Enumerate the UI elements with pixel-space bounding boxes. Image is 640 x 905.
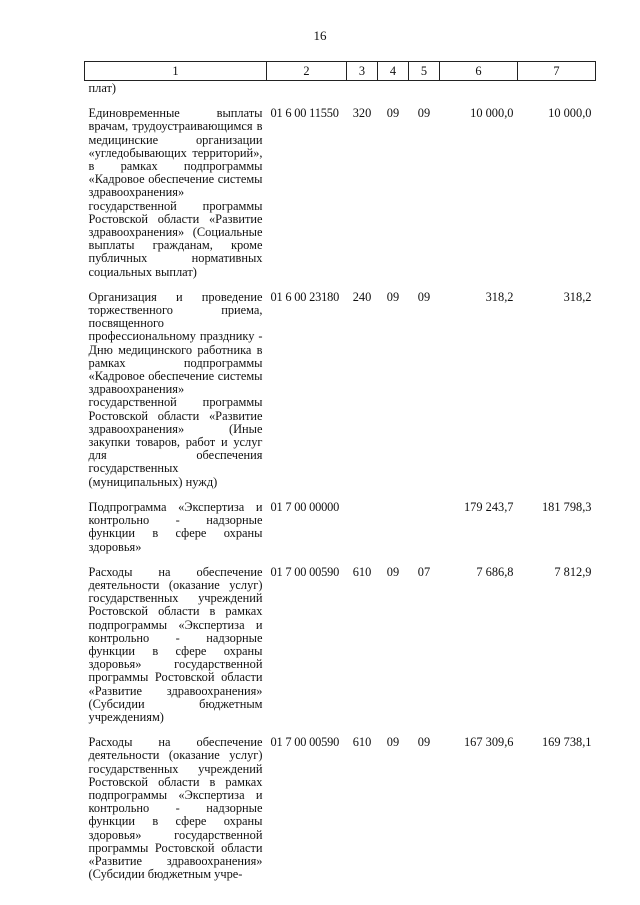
row-vr: 240: [352, 289, 372, 304]
row-code: 01 7 00 00590: [270, 735, 340, 750]
column-header: 2: [267, 62, 347, 81]
row-sum-2: 169 738,1: [541, 735, 592, 750]
row-name: Расходы на обеспечение деятельности (оказание услуг) государственных учреждений Ростовской области в рамках подпрограммы «Экспертиза и контрольно - надзорные функции в сфере охраны здоровья» государственной программы Ростовской области «Развитие здравоохранения» (Субсидии бюджетным учре-: [88, 735, 263, 882]
column-header: 7: [518, 62, 596, 81]
table-row: [85, 501, 596, 554]
row-rz: [378, 501, 409, 554]
table-row: [85, 107, 596, 279]
row-sum-1: 167 309,6: [463, 735, 514, 750]
row-name: Подпрограмма «Экспертиза и контрольно - надзорные функции в сфере охраны здоровья»: [88, 499, 263, 554]
row-rz: 09: [386, 564, 400, 579]
row-rz: 09: [386, 106, 400, 121]
row-vr: 610: [352, 564, 372, 579]
row-vr: 610: [352, 735, 372, 750]
column-header: 3: [347, 62, 378, 81]
row-pr: [409, 501, 440, 554]
row-vr: 320: [352, 106, 372, 121]
row-pr: 09: [417, 289, 431, 304]
row-sum-2: 181 798,3: [541, 499, 592, 514]
row-sum-1: 318,2: [485, 289, 514, 304]
table-row: [85, 291, 596, 489]
row-name: Расходы на обеспечение деятельности (оказание услуг) государственных учреждений Ростовской области в рамках подпрограммы «Экспертиза и контрольно - надзорные функции в сфере охраны здоровья» государственной программы Ростовской области «Развитие здравоохранения» (Субсидии бюджетным учреждениям): [88, 564, 263, 724]
row-name: Организация и проведение торжественного приема, посвященного профессиональному празднику - Дню медицинского работника в рамках подпрограммы «Кадровое обеспечение системы здравоохранения» государственной программы Ростовской области «Развитие здравоохранения» (Иные закупки товаров, работ и услуг для обеспечения государственных (муниципальных) нужд): [88, 289, 263, 489]
row-code: 01 6 00 23180: [270, 289, 340, 304]
table-header-row: [85, 62, 596, 81]
row-sum-1: 10 000,0: [470, 106, 514, 121]
continuation-row: [85, 81, 596, 96]
row-sum-1: 7 686,8: [476, 564, 514, 579]
row-rz: 09: [386, 289, 400, 304]
row-code: 01 6 00 11550: [270, 106, 339, 121]
budget-table: [84, 61, 596, 881]
column-header: 1: [85, 62, 267, 81]
continuation-text: плат): [88, 81, 117, 95]
row-rz: 09: [386, 735, 400, 750]
row-sum-2: 7 812,9: [554, 564, 592, 579]
page-number: 16: [313, 28, 327, 43]
row-sum-2: 318,2: [563, 289, 592, 304]
row-pr: 07: [417, 564, 431, 579]
row-code: 01 7 00 00590: [270, 564, 340, 579]
row-name: Единовременные выплаты врачам, трудоустраивающимся в медицинские организации «угледобывающих территорий», в рамках подпрограммы «Кадровое обеспечение системы здравоохранения» государственной программы Ростовской области «Развитие здравоохранения» (Социальные выплаты гражданам, кроме публичных нормативных социальных выплат): [88, 106, 263, 279]
row-vr: [347, 501, 378, 554]
row-pr: 09: [417, 735, 431, 750]
row-sum-1: 179 243,7: [463, 499, 514, 514]
column-header: 6: [440, 62, 518, 81]
column-header: 4: [378, 62, 409, 81]
row-pr: 09: [417, 106, 431, 121]
column-header: 5: [409, 62, 440, 81]
row-code: 01 7 00 00000: [270, 499, 340, 514]
table-row: [85, 566, 596, 724]
table-row: [85, 736, 596, 881]
row-sum-2: 10 000,0: [548, 106, 592, 121]
